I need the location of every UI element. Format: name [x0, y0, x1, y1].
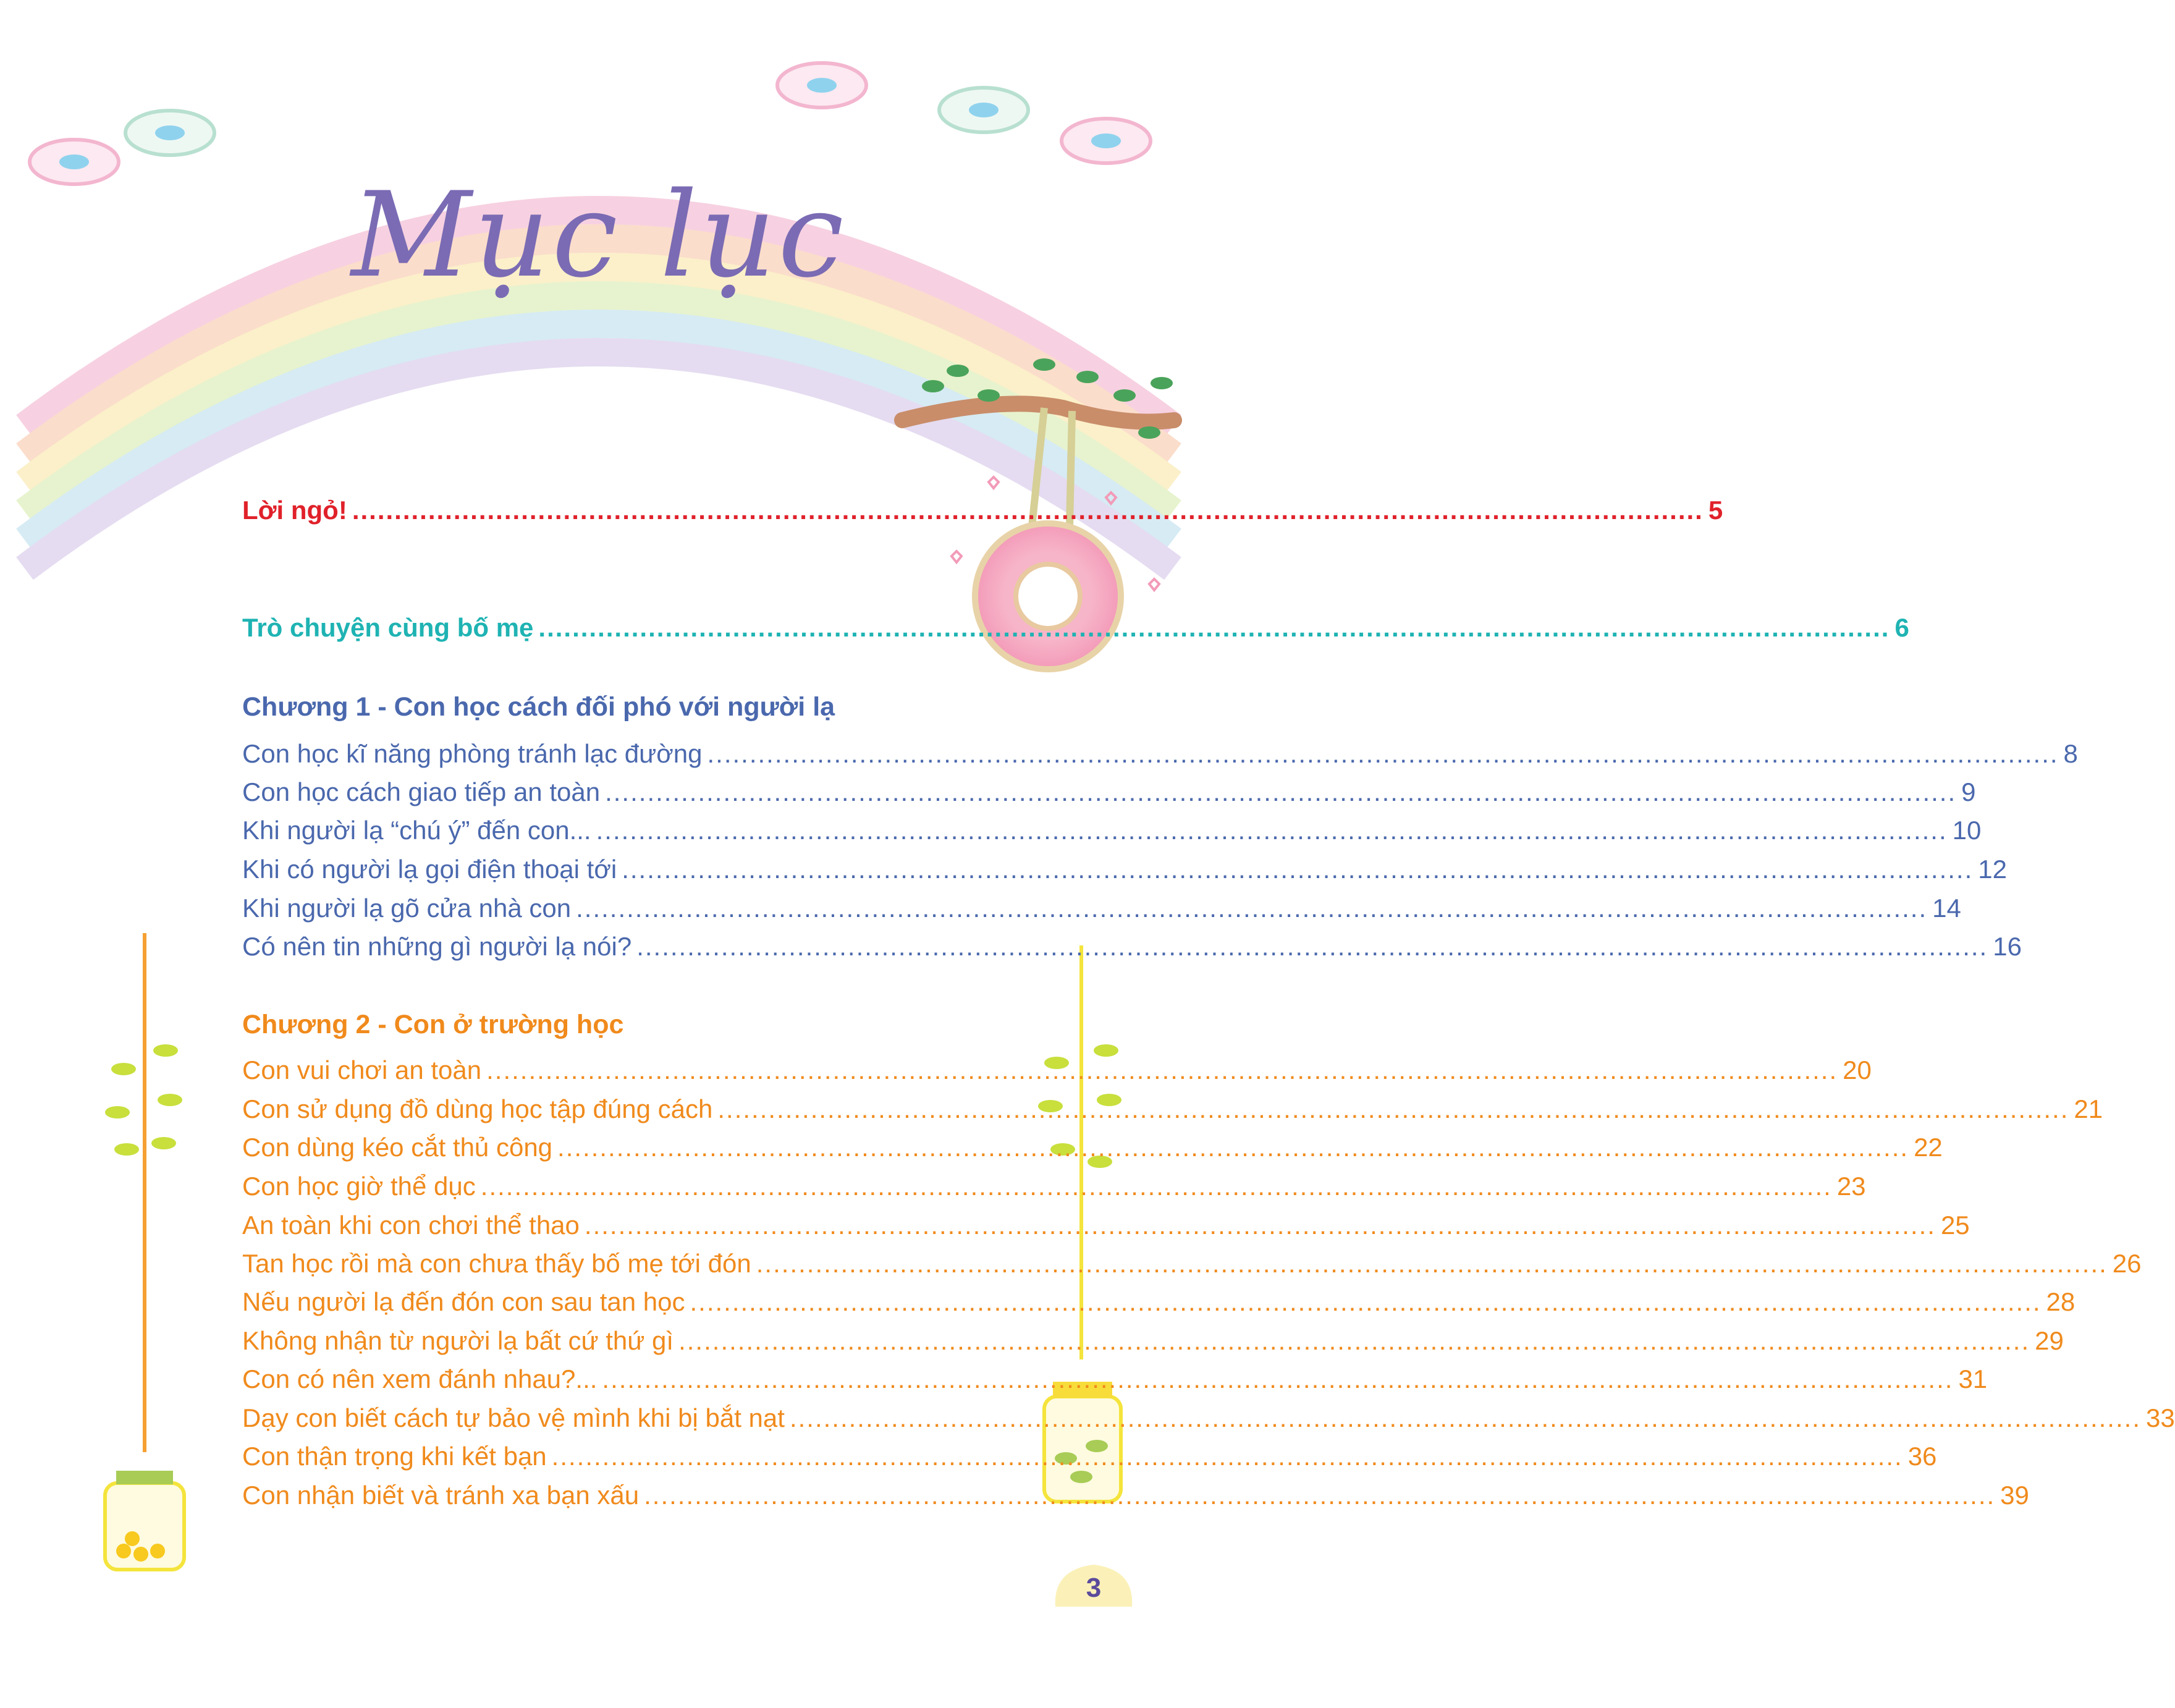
toc-entry[interactable]	[242, 1442, 1937, 1481]
toc-entry-page: 16	[1993, 932, 2022, 961]
dot-leader: ................................................................................................................................................................	[538, 613, 1890, 642]
toc-entry[interactable]	[242, 1287, 2076, 1327]
hanging-jar-left-illustration	[105, 933, 184, 1570]
toc-entry-page: 25	[1940, 1211, 1970, 1240]
toc-entry-label: Nếu người lạ đến đón con sau tan học	[242, 1287, 685, 1316]
toc-entry[interactable]	[242, 1211, 1970, 1250]
dot-leader: ................................................................................................................................................................	[352, 496, 1704, 525]
toc-entry-label: Con nhận biết và tránh xa bạn xấu	[242, 1481, 640, 1510]
dot-leader: ................................................................................................................................................................	[690, 1287, 2042, 1316]
toc-entry-page: 14	[1932, 894, 1961, 923]
toc-entry-parents[interactable]	[242, 613, 1909, 653]
dot-leader: ................................................................................................................................................................	[717, 1094, 2069, 1123]
toc-entry-page: 22	[1914, 1133, 1943, 1162]
dot-leader: ................................................................................................................................................................	[789, 1403, 2141, 1432]
toc-entry[interactable]	[242, 1172, 1866, 1211]
toc-entry-label: Con sử dụng đồ dùng học tập đúng cách	[242, 1094, 713, 1123]
toc-entry[interactable]	[242, 777, 1976, 817]
dot-leader: ................................................................................................................................................................	[636, 932, 1988, 961]
toc-entry-page: 36	[1907, 1442, 1937, 1471]
toc-entry-label: Lời ngỏ!	[242, 496, 347, 525]
toc-entry-label: Con thận trọng khi kết bạn	[242, 1442, 547, 1471]
toc-entry-label: Khi có người lạ gọi điện thoại tới	[242, 855, 617, 884]
dot-leader: ................................................................................................................................................................	[596, 816, 1948, 845]
toc-entry-page: 8	[2063, 739, 2078, 768]
toc-entry-label: Con dùng kéo cắt thủ công	[242, 1133, 553, 1162]
toc-entry-label: Khi người lạ “chú ý” đến con...	[242, 816, 591, 845]
toc-entry[interactable]	[242, 1326, 2064, 1366]
dot-leader: ................................................................................................................................................................	[551, 1442, 1903, 1471]
toc-entry-page: 39	[2000, 1481, 2029, 1510]
dot-leader: ................................................................................................................................................................	[584, 1211, 1936, 1240]
flower-cloud-icon	[30, 63, 1151, 184]
toc-entry[interactable]	[242, 1403, 2175, 1443]
toc-entry-label: Con học cách giao tiếp an toàn	[242, 777, 601, 806]
toc-entry-label: Tan học rồi mà con chưa thấy bố mẹ tới đón	[242, 1249, 751, 1278]
dot-leader: ................................................................................................................................................................	[480, 1172, 1832, 1201]
toc-entry[interactable]	[242, 1094, 2103, 1134]
toc-entry[interactable]	[242, 1364, 1988, 1404]
chapter-1-heading: Chương 1 - Con học cách đối phó với người lạ	[242, 692, 835, 722]
dot-leader: ................................................................................................................................................................	[678, 1326, 2030, 1355]
toc-entry-label: Con học giờ thể dục	[242, 1172, 476, 1201]
toc-entry-label: Con học kĩ năng phòng tránh lạc đường	[242, 739, 703, 768]
toc-entry-intro[interactable]	[242, 496, 1723, 535]
toc-entry-label: Dạy con biết cách tự bảo vệ mình khi bị bắt nạt	[242, 1403, 785, 1432]
dot-leader: ................................................................................................................................................................	[756, 1249, 2108, 1278]
donut-swing-icon	[975, 523, 1121, 669]
toc-entry-page: 6	[1894, 613, 1909, 642]
toc-entry-page: 21	[2074, 1094, 2103, 1123]
toc-entry[interactable]	[242, 739, 2078, 779]
toc-entry[interactable]	[242, 816, 1982, 855]
toc-entry-page: 9	[1961, 777, 1976, 806]
toc-entry-page: 5	[1708, 496, 1723, 525]
toc-entry-label: Có nên tin những gì người lạ nói?	[242, 932, 632, 961]
chapter-2-heading: Chương 2 - Con ở trường học	[242, 1010, 624, 1039]
toc-entry-page: 33	[2145, 1403, 2175, 1432]
toc-entry-label: Con có nên xem đánh nhau?...	[242, 1364, 598, 1393]
toc-entry[interactable]	[242, 932, 2022, 971]
toc-entry-page: 28	[2046, 1287, 2076, 1316]
toc-entry-page: 20	[1843, 1055, 1872, 1084]
dot-leader: ................................................................................................................................................................	[605, 777, 1957, 806]
toc-entry[interactable]	[242, 1481, 2029, 1520]
dot-leader: ................................................................................................................................................................	[486, 1055, 1838, 1084]
toc-entry[interactable]	[242, 1249, 2142, 1288]
dot-leader: ................................................................................................................................................................	[644, 1481, 1996, 1510]
dot-leader: ................................................................................................................................................................	[557, 1133, 1909, 1162]
dot-leader: ................................................................................................................................................................	[707, 739, 2059, 768]
toc-entry-page: 10	[1952, 816, 1982, 845]
toc-entry-page: 12	[1978, 855, 2007, 884]
toc-entry-label: Trò chuyện cùng bố mẹ	[242, 613, 534, 642]
toc-entry[interactable]	[242, 894, 1961, 933]
toc-entry-label: Khi người lạ gõ cửa nhà con	[242, 894, 572, 923]
toc-entry[interactable]	[242, 1133, 1943, 1172]
dot-leader: ................................................................................................................................................................	[576, 894, 1928, 923]
toc-entry-page: 26	[2112, 1249, 2142, 1278]
dot-leader: ................................................................................................................................................................	[602, 1364, 1954, 1393]
toc-entry-page: 31	[1958, 1364, 1988, 1393]
toc-entry-label: Con vui chơi an toàn	[242, 1055, 482, 1084]
page-title: Mục lục	[351, 167, 847, 303]
dot-leader: ................................................................................................................................................................	[622, 855, 1974, 884]
toc-entry[interactable]	[242, 1055, 1872, 1095]
toc-entry-label: Không nhận từ người lạ bất cứ thứ gì	[242, 1326, 674, 1355]
toc-entry-page: 29	[2035, 1326, 2064, 1355]
toc-entry-label: An toàn khi con chơi thể thao	[242, 1211, 580, 1240]
toc-entry[interactable]	[242, 855, 2007, 894]
toc-entry-page: 23	[1836, 1172, 1866, 1201]
page-number: 3	[1086, 1573, 1102, 1603]
